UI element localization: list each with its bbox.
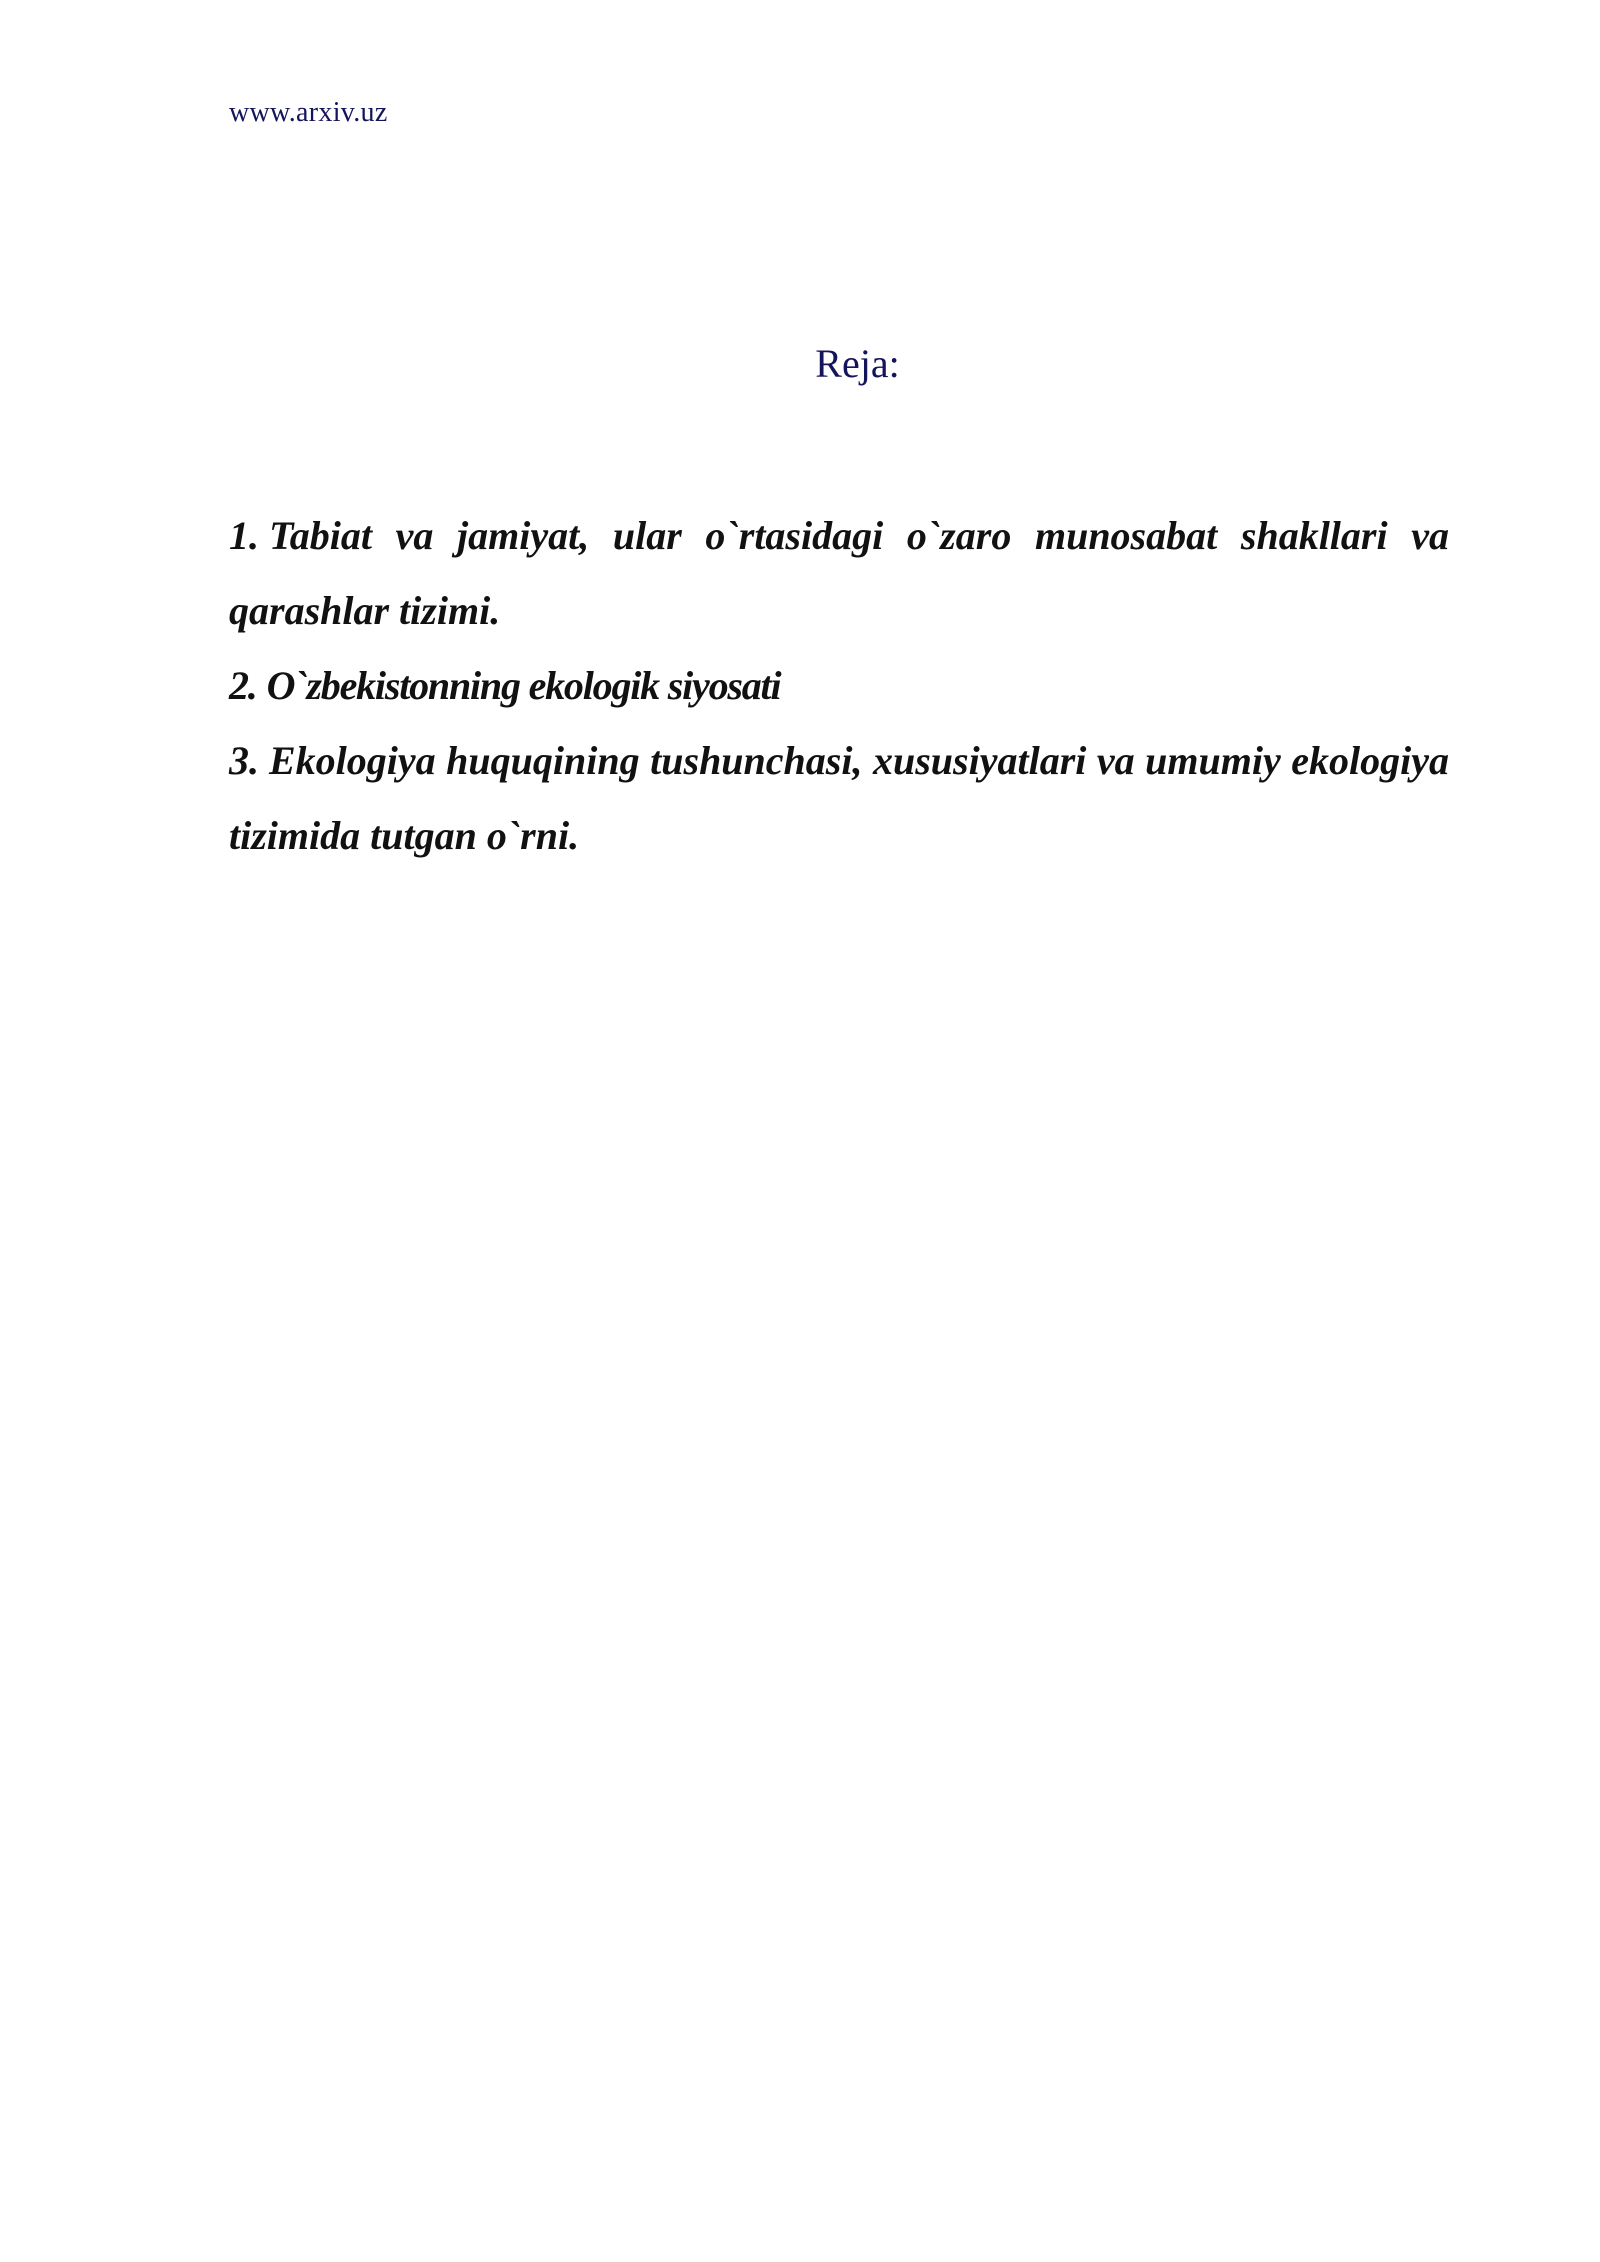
plan-item-text: O`zbekistonning ekologik siyosati [266,663,781,708]
plan-item-number: 1. [229,513,259,558]
plan-item-text: Ekologiya huquqining tushunchasi, xususiyatlari va umumiy ekologiya tizimida tutgan o`rni. [229,738,1449,858]
plan-item-text: Tabiat va jamiyat, ular o`rtasidagi o`zaro munosabat shakllari va qarashlar tizimi. [229,513,1449,633]
site-url-watermark: www.arxiv.uz [229,97,388,128]
plan-item-1 [229,498,1449,648]
plan-list [229,498,1449,873]
plan-item-number: 2. [229,663,257,708]
plan-item-number: 3. [229,738,259,783]
plan-item-3 [229,723,1449,873]
plan-item-2 [229,648,1449,723]
plan-heading: Reja: [815,341,900,386]
